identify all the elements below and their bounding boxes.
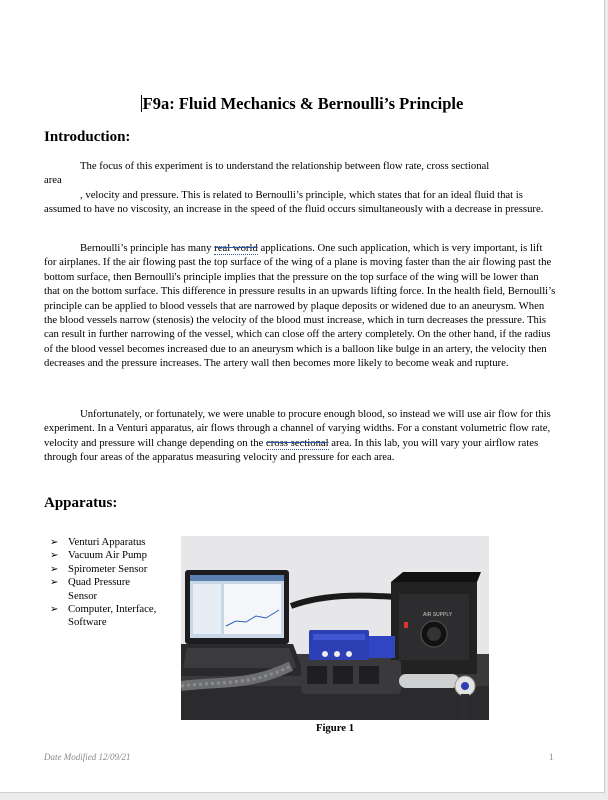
air-supply-label: AIR SUPPLY — [423, 612, 453, 618]
list-item: ➢ Spirometer Sensor — [50, 562, 148, 575]
page-number: 1 — [549, 752, 554, 762]
list-item: ➢ Venturi Apparatus — [50, 536, 146, 548]
intro-p3-before: Unfortunately, or fortunately, we were unable to procure enough blood, so instead we will use air flow for this experiment. In a Venturi apparatus, air flows through a channel of varying widths. For a constant volumetric flow rate, velocity and pressure will change depending on the — [44, 408, 551, 449]
page-title — [0, 94, 604, 114]
arrowhead-bullet-icon: ➢ — [50, 550, 59, 562]
footer-date: Date Modified 12/09/21 — [44, 752, 131, 762]
spelling-flag-cross-sectional[interactable]: cross sectional — [266, 436, 329, 449]
intro-paragraph-2 — [44, 241, 556, 371]
intro-p3-after: area. In this lab, you will vary your airflow rates through four areas of the apparatus measuring velocity and pressure for each area. — [44, 436, 539, 464]
apparatus-heading: Apparatus: — [44, 495, 118, 511]
introduction-heading: Introduction: — [44, 129, 131, 145]
list-item: ➢ Quad Pressure Sensor — [50, 576, 131, 602]
figure-caption: Figure 1 — [315, 722, 355, 734]
spelling-flag-real-world[interactable]: real world — [214, 242, 258, 254]
intro-p2-before: Bernoulli’s principle has many — [80, 242, 215, 254]
intro-paragraph-1 — [44, 159, 556, 217]
apparatus-photo — [181, 536, 489, 720]
list-item: ➢ Vacuum Air Pump — [50, 549, 147, 562]
title-text: F9a: Fluid Mechanics & Bernoulli’s Principle — [142, 94, 464, 113]
arrowhead-bullet-icon: ➢ — [50, 537, 59, 548]
text-cursor — [141, 95, 142, 112]
intro-p1-line2: area — [44, 174, 62, 187]
apparatus-photo-illustration — [181, 536, 489, 720]
intro-p1-rest: , velocity and pressure. This is related to Bernoulli’s principle, which states that for an ideal fluid that is assumed to have no viscosity, an increase in the speed of the fluid occurs simultaneously with a decrease in pressure. — [44, 188, 544, 216]
apparatus-list — [50, 536, 160, 630]
intro-p2-after: applications. One such application, which is very important, is lift for airplanes. If the air flowing past the top surface of the wing of a plane is moving faster than the air flowing past the bottom surface, then Bernoulli's principle implies that the pressure on the top surface of the wing will be lower than that on the bottom surface. This difference in pressure results in an upwards lifting force. In the health field, Bernoulli’s principle can be applied to blood vessels that are narrowed by plaque deposits or widened due to an aneurysm. When the blood vessels narrow (stenosis) the velocity of the blood must increase, which in turn decreases the pressure. This can result in further narrowing of the vessel, which can close off the artery completely. On the other hand, if the radius of the blood vessel becomes increased due to an aneurysm which is a balloon like bulge in an artery, the velocity then decreases and the pressure increases. The artery wall then becomes more likely to become weak and rupture. — [44, 242, 556, 370]
arrowhead-bullet-icon: ➢ — [50, 604, 59, 616]
intro-p1-line1: The focus of this experiment is to understand the relationship between flow rate, cross sectional — [80, 160, 490, 172]
arrowhead-bullet-icon: ➢ — [50, 577, 59, 589]
arrowhead-bullet-icon: ➢ — [50, 563, 59, 575]
intro-paragraph-3 — [44, 407, 556, 465]
list-item: ➢ Computer, Interface, Software — [50, 603, 157, 629]
